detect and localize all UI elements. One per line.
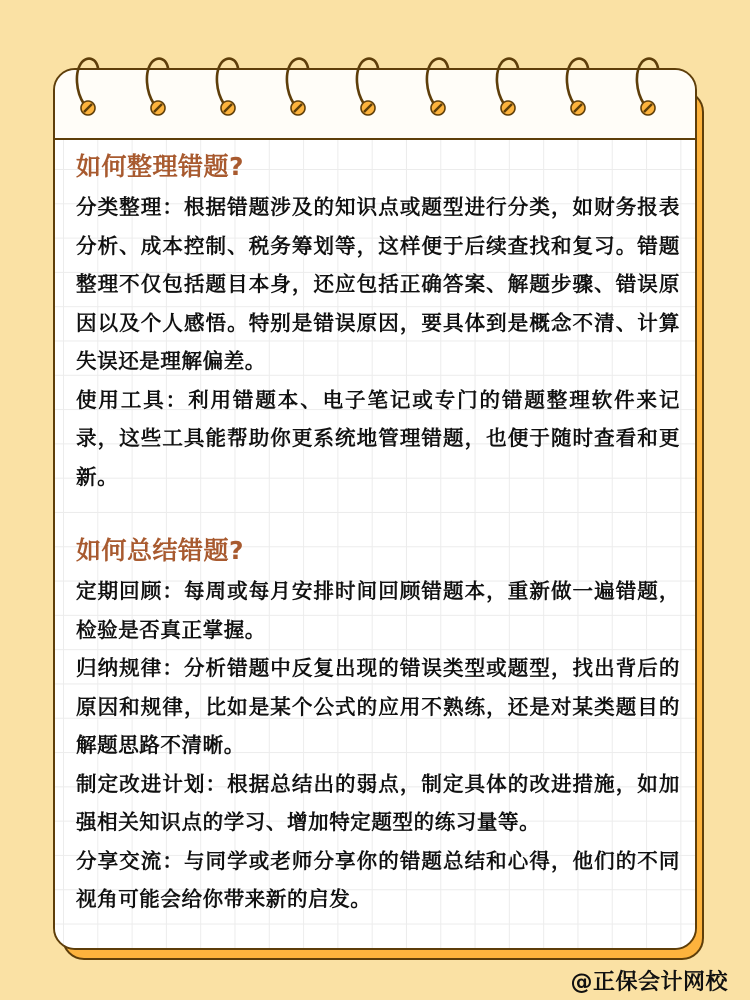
paragraph-tools: 使用工具：利用错题本、电子笔记或专门的错题整理软件来记录，这些工具能帮助你更系统地管理错题，也便于随时查看和更新。 (76, 387, 680, 489)
notebook-content (76, 146, 680, 919)
paragraph-patterns: 归纳规律：分析错题中反复出现的错误类型或题型，找出背后的原因和规律，比如是某个公式的应用不熟练，还是对某类题目的解题思路不清晰。 (76, 656, 680, 757)
paragraph-classify: 分类整理：根据错题涉及的知识点或题型进行分类，如财务报表分析、成本控制、税务筹划等，这样便于后续查找和复习。错题整理不仅包括题目本身，还应包括正确答案、解题步骤、错误原因以及个人感悟。特别是错误原因，要具体到是概念不清、计算失误还是理解偏差。 (76, 195, 680, 373)
section-title: 如何总结错题? (76, 536, 245, 565)
section-summarize-mistakes (76, 530, 680, 919)
section-title: 如何整理错题? (76, 152, 245, 181)
paragraph-review: 定期回顾：每周或每月安排时间回顾错题本，重新做一遍错题，检验是否真正掌握。 (76, 579, 680, 642)
section-organize-mistakes (76, 146, 680, 496)
paragraph-plan: 制定改进计划：根据总结出的弱点，制定具体的改进措施，如加强相关知识点的学习、增加特定题型的练习量等。 (76, 771, 680, 834)
notebook-header-band (55, 70, 695, 140)
paragraph-share: 分享交流：与同学或老师分享你的错题总结和心得，他们的不同视角可能会给你带来新的启发。 (76, 848, 680, 911)
brand-watermark: @正保会计网校 (570, 970, 728, 995)
